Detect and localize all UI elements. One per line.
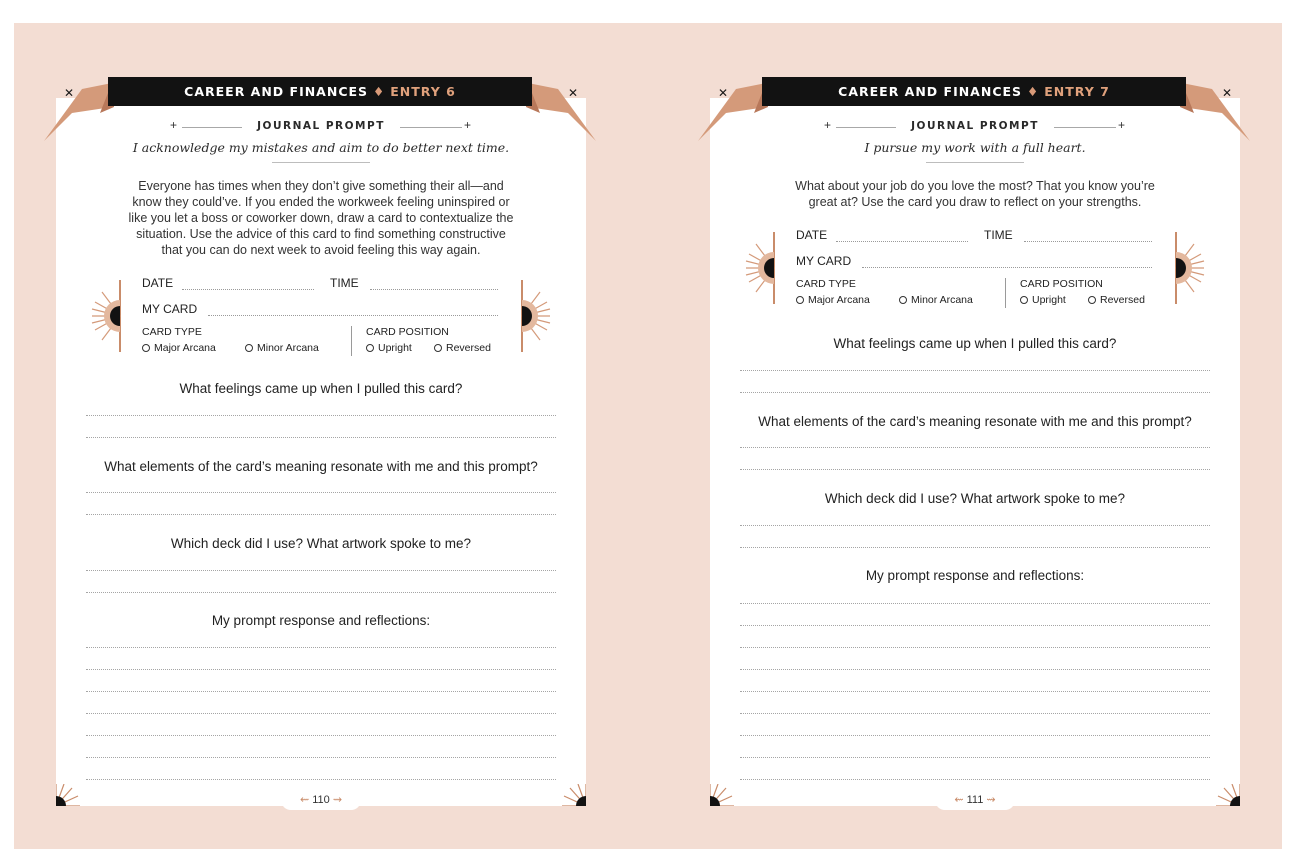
question-elements: What elements of the card’s meaning resonate with me and this prompt? xyxy=(104,459,538,474)
my-card-label: MY CARD xyxy=(142,302,198,316)
prompt-text: I acknowledge my mistakes and aim to do better next time. xyxy=(132,140,510,155)
description-line: What about your job do you love the most? That you know you’re xyxy=(795,179,1155,193)
option-label: Major Arcana xyxy=(808,294,870,306)
my-card-label: MY CARD xyxy=(796,254,852,268)
journal-prompt-heading: JOURNAL PROMPT xyxy=(257,120,385,132)
writing-line[interactable] xyxy=(740,603,1210,604)
writing-line[interactable] xyxy=(740,469,1210,470)
corner-sun-icon xyxy=(1214,784,1240,806)
left-arrow-ornament-icon: ⇜ xyxy=(954,794,964,806)
writing-line[interactable] xyxy=(740,370,1210,371)
option-label: Reversed xyxy=(1100,294,1145,306)
time-field[interactable] xyxy=(1024,241,1152,242)
half-sun-ornament-icon xyxy=(1172,232,1206,304)
writing-line[interactable] xyxy=(740,392,1210,393)
option-label: Upright xyxy=(1032,294,1066,306)
half-sun-ornament-icon xyxy=(90,280,124,352)
half-sun-ornament-icon xyxy=(518,280,552,352)
reversed-radio[interactable] xyxy=(434,342,491,354)
question-reflections: My prompt response and reflections: xyxy=(865,568,1085,583)
category-label: CAREER AND FINANCES xyxy=(184,84,369,99)
writing-line[interactable] xyxy=(86,514,556,515)
writing-line[interactable] xyxy=(86,570,556,571)
writing-line[interactable] xyxy=(86,492,556,493)
page-number-text: 111 xyxy=(966,794,984,806)
option-label: Reversed xyxy=(446,342,491,354)
writing-line[interactable] xyxy=(740,625,1210,626)
date-label: DATE xyxy=(796,228,828,242)
divider xyxy=(1005,278,1006,308)
writing-line[interactable] xyxy=(86,647,556,648)
question-feelings: What feelings came up when I pulled this card? xyxy=(833,336,1117,351)
time-label: TIME xyxy=(984,228,1013,242)
minor-arcana-radio[interactable] xyxy=(899,294,973,306)
plus-ornament-icon: + xyxy=(824,118,832,132)
writing-line[interactable] xyxy=(740,691,1210,692)
journal-page-left xyxy=(56,98,586,806)
radio-circle-icon xyxy=(899,296,907,304)
corner-sun-icon xyxy=(56,784,82,806)
writing-line[interactable] xyxy=(740,779,1210,780)
radio-circle-icon xyxy=(142,344,150,352)
question-feelings: What feelings came up when I pulled this card? xyxy=(179,381,463,396)
category-label: CAREER AND FINANCES xyxy=(838,84,1023,99)
plus-ornament-icon: + xyxy=(170,118,178,132)
card-position-label: CARD POSITION xyxy=(1020,278,1103,290)
left-arrow-ornament-icon: ⇜ xyxy=(299,794,310,806)
sparkle-icon: ✕ xyxy=(718,86,729,100)
writing-line[interactable] xyxy=(740,547,1210,548)
card-form xyxy=(142,276,498,358)
page-number xyxy=(281,790,361,810)
option-label: Major Arcana xyxy=(154,342,216,354)
description-line: that you can do next week to avoid feeling this way again. xyxy=(161,243,481,257)
date-field[interactable] xyxy=(836,241,968,242)
page-number xyxy=(935,790,1015,810)
major-arcana-radio[interactable] xyxy=(142,342,216,354)
description-line: like you let a boss or coworker down, draw a card to contextualize the xyxy=(128,211,514,225)
time-field[interactable] xyxy=(370,289,498,290)
writing-line[interactable] xyxy=(740,713,1210,714)
writing-line[interactable] xyxy=(86,735,556,736)
entry-banner-bar xyxy=(108,77,532,106)
divider xyxy=(351,326,352,356)
time-label: TIME xyxy=(330,276,359,290)
my-card-field[interactable] xyxy=(862,267,1152,268)
my-card-field[interactable] xyxy=(208,315,498,316)
option-label: Minor Arcana xyxy=(257,342,319,354)
writing-line[interactable] xyxy=(86,592,556,593)
writing-line[interactable] xyxy=(86,779,556,780)
card-form xyxy=(796,228,1152,310)
writing-line[interactable] xyxy=(86,669,556,670)
radio-circle-icon xyxy=(366,344,374,352)
right-arrow-ornament-icon: ⇝ xyxy=(332,794,343,806)
sparkle-icon: ✕ xyxy=(64,86,75,100)
entry-banner-bar xyxy=(762,77,1186,106)
prompt-description xyxy=(768,178,1182,210)
entry-banner-left xyxy=(42,77,598,107)
upright-radio[interactable] xyxy=(366,342,412,354)
plus-ornament-icon: + xyxy=(464,118,472,132)
prompt-description xyxy=(114,178,528,258)
date-field[interactable] xyxy=(182,289,314,290)
description-line: know they could’ve. If you ended the workweek feeling uninspired or xyxy=(132,195,510,209)
writing-line[interactable] xyxy=(740,669,1210,670)
writing-line[interactable] xyxy=(740,735,1210,736)
description-line: great at? Use the card you draw to reflect on your strengths. xyxy=(808,195,1142,209)
writing-line[interactable] xyxy=(86,691,556,692)
prompt-text: I pursue my work with a full heart. xyxy=(864,140,1086,155)
question-deck: Which deck did I use? What artwork spoke to me? xyxy=(170,536,472,551)
radio-circle-icon xyxy=(796,296,804,304)
card-position-label: CARD POSITION xyxy=(366,326,449,338)
writing-line[interactable] xyxy=(740,757,1210,758)
date-label: DATE xyxy=(142,276,174,290)
diamond-separator: ♦ xyxy=(373,84,386,99)
entry-banner-right xyxy=(696,77,1252,107)
question-elements: What elements of the card’s meaning resonate with me and this prompt? xyxy=(758,414,1192,429)
writing-line[interactable] xyxy=(740,525,1210,526)
journal-prompt-heading: JOURNAL PROMPT xyxy=(911,120,1039,132)
description-line: Everyone has times when they don’t give something their all—and xyxy=(138,179,504,193)
writing-line[interactable] xyxy=(86,415,556,416)
major-arcana-radio[interactable] xyxy=(796,294,870,306)
corner-sun-icon xyxy=(560,784,586,806)
radio-circle-icon xyxy=(1088,296,1096,304)
option-label: Upright xyxy=(378,342,412,354)
card-type-label: CARD TYPE xyxy=(142,326,202,338)
page-number-text: 110 xyxy=(312,794,330,806)
radio-circle-icon xyxy=(1020,296,1028,304)
corner-sun-icon xyxy=(710,784,736,806)
upright-radio[interactable] xyxy=(1020,294,1066,306)
question-reflections: My prompt response and reflections: xyxy=(211,613,431,628)
radio-circle-icon xyxy=(434,344,442,352)
sparkle-icon: ✕ xyxy=(1222,86,1233,100)
divider xyxy=(926,162,1024,163)
diamond-separator: ♦ xyxy=(1027,84,1040,99)
radio-circle-icon xyxy=(245,344,253,352)
sparkle-icon: ✕ xyxy=(568,86,579,100)
half-sun-ornament-icon xyxy=(744,232,778,304)
entry-label: ENTRY 7 xyxy=(1044,84,1110,99)
plus-ornament-icon: + xyxy=(1118,118,1126,132)
question-deck: Which deck did I use? What artwork spoke to me? xyxy=(824,491,1126,506)
entry-label: ENTRY 6 xyxy=(390,84,456,99)
option-label: Minor Arcana xyxy=(911,294,973,306)
writing-line[interactable] xyxy=(740,447,1210,448)
divider xyxy=(272,162,370,163)
journal-page-right xyxy=(710,98,1240,806)
card-type-label: CARD TYPE xyxy=(796,278,856,290)
writing-line[interactable] xyxy=(86,757,556,758)
writing-line[interactable] xyxy=(86,713,556,714)
reversed-radio[interactable] xyxy=(1088,294,1145,306)
right-arrow-ornament-icon: ⇝ xyxy=(986,794,996,806)
minor-arcana-radio[interactable] xyxy=(245,342,319,354)
writing-line[interactable] xyxy=(740,647,1210,648)
description-line: situation. Use the advice of this card to find something constructive xyxy=(136,227,506,241)
writing-line[interactable] xyxy=(86,437,556,438)
